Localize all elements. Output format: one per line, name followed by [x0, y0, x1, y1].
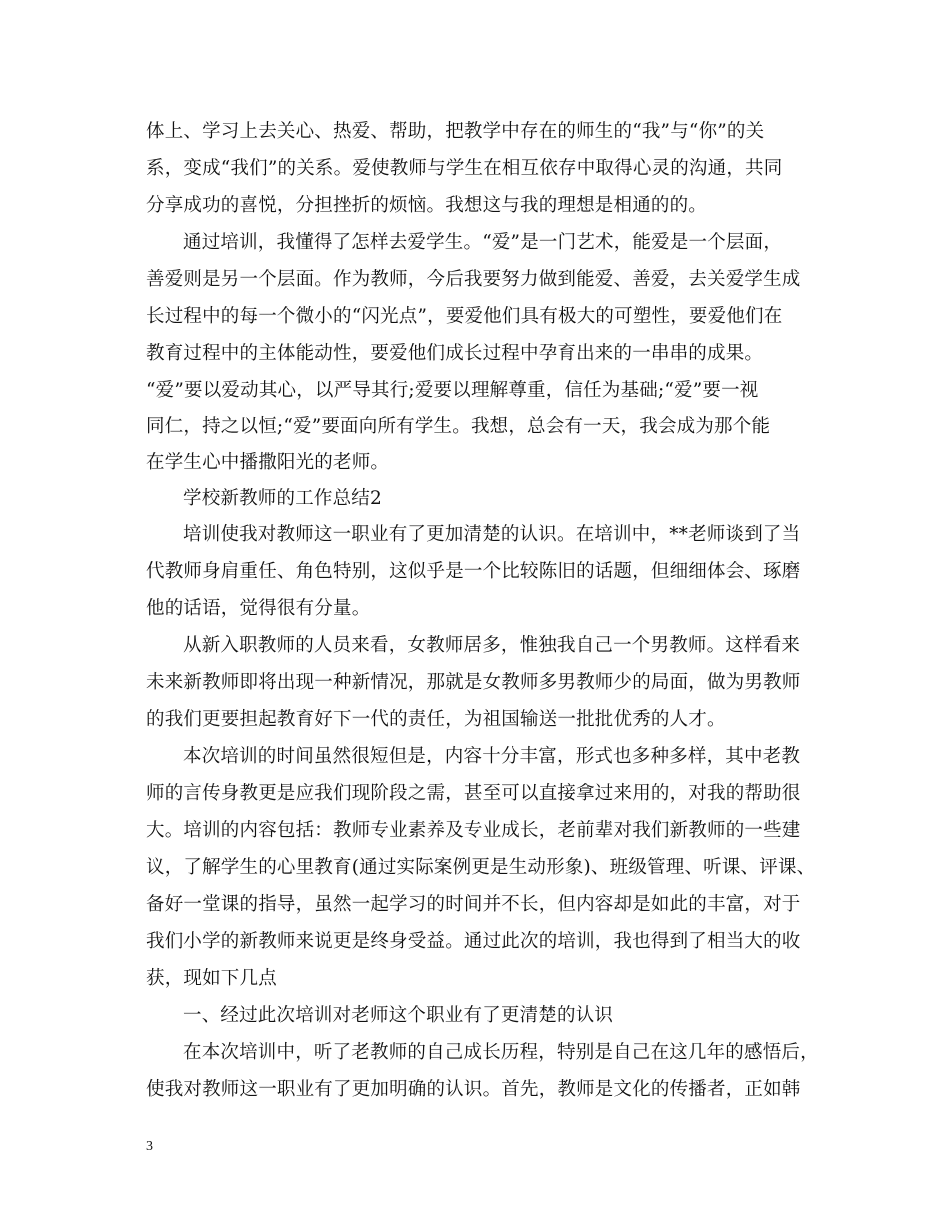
section-heading: 学校新教师的工作总结2 — [183, 488, 382, 509]
text-line: 分享成功的喜悦，分担挫折的烦恼。我想这与我的理想是相通的的。 — [146, 195, 708, 216]
text-line: 本次培训的时间虽然很短但是，内容十分丰富，形式也多种多样，其中老教 — [183, 746, 801, 767]
text-line: 同仁，持之以恒;“爱”要面向所有学生。我想，总会有一天，我会成为那个能 — [146, 416, 771, 437]
text-line: 培训使我对教师这一职业有了更加清楚的认识。在培训中，**老师谈到了当 — [183, 524, 801, 545]
page-number: 3 — [146, 1139, 153, 1154]
text-line: 的我们更要担起教育好下一代的责任，为祖国输送一批批优秀的人才。 — [146, 709, 726, 730]
text-line: 通过培训，我懂得了怎样去爱学生。“爱”是一门艺术，能爱是一个层面， — [183, 232, 783, 253]
text-line: 善爱则是另一个层面。作为教师，今后我要努力做到能爱、善爱，去关爱学生成 — [146, 269, 801, 290]
text-line: 在本次培训中，听了老教师的自己成长历程，特别是自己在这几年的感悟后， — [183, 1042, 819, 1063]
text-line: 他的话语，觉得很有分量。 — [146, 598, 371, 619]
subheading: 一、经过此次培训对老师这个职业有了更清楚的认识 — [183, 1005, 614, 1026]
text-line: 从新入职教师的人员来看，女教师居多，惟独我自己一个男教师。这样看来 — [183, 635, 801, 656]
text-line: 我们小学的新教师来说更是终身受益。通过此次的培训，我也得到了相当大的收 — [146, 931, 801, 952]
text-line: 使我对教师这一职业有了更加明确的认识。首先，教师是文化的传播者，正如韩 — [146, 1079, 801, 1100]
text-line: 教育过程中的主体能动性，要爱他们成长过程中孕育出来的一串串的成果。 — [146, 343, 764, 364]
text-line: 获，现如下几点 — [146, 968, 277, 989]
text-line: 代教师身肩重任、角色特别，这似乎是一个比较陈旧的话题，但细细体会、琢磨 — [146, 561, 801, 582]
text-line: 体上、学习上去关心、热爱、帮助，把教学中存在的师生的“我”与“你”的关 — [146, 121, 765, 142]
text-line: 师的言传身教更是应我们现阶段之需，甚至可以直接拿过来用的，对我的帮助很 — [146, 783, 801, 804]
text-line: 在学生心中播撒阳光的老师。 — [146, 452, 390, 473]
text-line: 未来新教师即将出现一种新情况，那就是女教师多男教师少的局面，做为男教师 — [146, 672, 801, 693]
text-line: 长过程中的每一个微小的“闪光点”，要爱他们具有极大的可塑性，要爱他们在 — [146, 306, 783, 327]
text-line: 系，变成“我们”的关系。爱使教师与学生在相互依存中取得心灵的沟通，共同 — [146, 158, 783, 179]
text-line: 大。培训的内容包括：教师专业素养及专业成长，老前辈对我们新教师的一些建 — [146, 820, 801, 841]
text-line: “爱”要以爱动其心，以严导其行;爱要以理解尊重，信任为基础;“爱”要一视 — [146, 380, 759, 401]
text-line: 备好一堂课的指导，虽然一起学习的时间并不长，但内容却是如此的丰富，对于 — [146, 894, 801, 915]
text-line: 议，了解学生的心里教育(通过实际案例更是生动形象)、班级管理、听课、评课、 — [146, 857, 816, 878]
